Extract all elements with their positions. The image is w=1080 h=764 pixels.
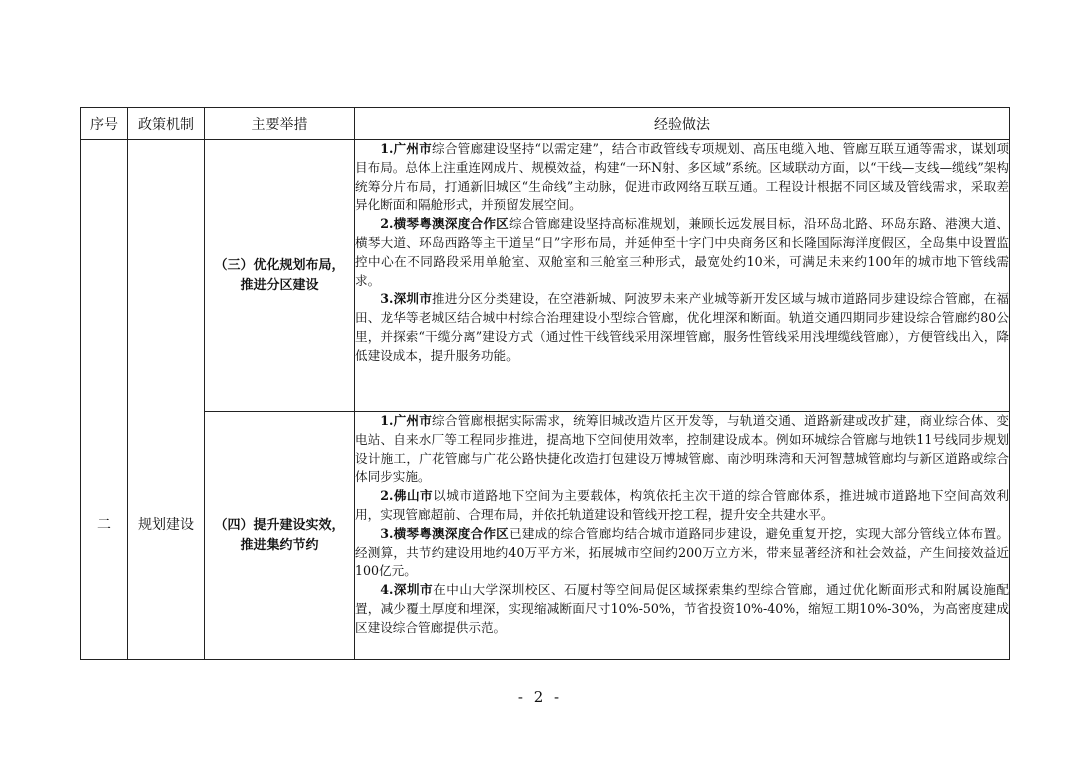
experience-item-text: 综合管廊根据实际需求，统筹旧城改造片区开发等，与轨道交通、道路新建或改扩建，商业综合体、变电站、自来水厂等工程同步推进，提高地下空间使用效率，控制建设成本。例如环城综合管廊与地铁11号线同步规划设计施工，广花管廊与广花公路快捷化改造打包建设万博城管廊、南沙明珠湾和天河智慧城管廊均与新区道路或综合体同步实施。 [355, 413, 1009, 485]
experience-cell [355, 140, 1010, 412]
seq-value: 二 [97, 516, 111, 533]
experience-item-city: 1.广州市 [380, 413, 433, 428]
measure-cell [205, 412, 355, 660]
header-seq: 序号 [81, 108, 128, 140]
experience-cell [355, 412, 1010, 660]
experience-item [355, 140, 1009, 215]
experience-item-city: 3.深圳市 [380, 291, 433, 307]
measure-title-line1: （三）优化规划布局， [214, 257, 345, 273]
experience-item-city: 3.横琴粤澳深度合作区 [380, 525, 510, 541]
experience-item-text: 综合管廊建设坚持“以需定建”，结合市政管线专项规划、高压电缆入地、管廊互联互通等需求，谋划项目布局。总体上注重连网成片、规模效益，构建“一环N射、多区域”系统。区域联动方面，以“干线—支线—缆线”架构统筹分片布局，打通新旧城区“生命线”主动脉，促进市政网络互联互通。工程设计根据不同区域及管线需求，采取差异化断面和隔舱形式，并预留发展空间。 [355, 141, 1009, 213]
experience-item-city: 2.横琴粤澳深度合作区 [380, 216, 510, 232]
experience-item-city: 1.广州市 [380, 141, 433, 156]
experience-item-text: 推进分区分类建设，在空港新城、阿波罗未来产业城等新开发区域与城市道路同步建设综合管廊，在福田、龙华等老城区结合城中村综合治理建设小型综合管廊，优化埋深和断面。轨道交通四期同步建设综合管廊约80公里，并探索“干缆分离”建设方式（通过性干线管线采用深埋管廊，服务性管线采用浅埋缆线管廊），方便管线出入，降低建设成本，提升服务功能。 [355, 291, 1009, 363]
experience-item [355, 215, 1009, 290]
table-row [81, 412, 1010, 660]
header-experience: 经验做法 [355, 108, 1010, 140]
experience-item-text: 以城市道路地下空间为主要载体，构筑依托主次干道的综合管廊体系，推进城市道路地下空间高效利用，实现管廊超前、合理布局，并依托轨道建设和管线开挖工程，提升安全共建水平。 [355, 488, 1009, 522]
measure-title-line2: 推进分区建设 [240, 277, 319, 293]
experience-item-text: 在中山大学深圳校区、石厦村等空间局促区域探索集约型综合管廊，通过优化断面形式和附属设施配置，减少覆土厚度和埋深，实现缩减断面尺寸10%-50%，节省投资10%-40%，缩短工期10%-30%，为高密度建成区建设综合管廊提供示范。 [355, 582, 1009, 635]
experience-item [355, 290, 1009, 365]
experience-item [355, 525, 1009, 581]
table-row [81, 140, 1010, 412]
experience-item [355, 487, 1009, 525]
experience-item [355, 581, 1009, 637]
mechanism-value: 规划建设 [138, 516, 194, 533]
experience-item-city: 4.深圳市 [380, 582, 434, 598]
table-header-row [81, 108, 1010, 140]
experience-item-city: 2.佛山市 [380, 488, 434, 504]
page-number: - 2 - [517, 688, 563, 706]
experience-item-text: 综合管廊建设坚持高标准规划，兼顾长远发展目标，沿环岛北路、环岛东路、港澳大道、横琴大道、环岛西路等主干道呈“日”字形布局，并延伸至十字门中央商务区和长隆国际海洋度假区，全岛集中设置监控中心在不同路段采用单舱室、双舱室和三舱室三种形式，最宽处约10米，可满足未来约100年的城市地下管线需求。 [355, 216, 1010, 288]
measure-title-line1: （四）提升建设实效， [214, 517, 345, 533]
experience-item-text: 已建成的综合管廊均结合城市道路同步建设，避免重复开挖，实现大部分管线立体布置。经测算，共节约建设用地约40万平方米，拓展城市空间约200万立方米，带来显著经济和社会效益，产生间接效益近100亿元。 [355, 525, 1010, 579]
measure-cell [205, 140, 355, 412]
mechanism-cell [128, 140, 205, 660]
seq-cell [81, 140, 128, 660]
header-mechanism: 政策机制 [128, 108, 205, 140]
header-measure: 主要举措 [205, 108, 355, 140]
measure-title-line2: 推进集约节约 [240, 537, 319, 553]
experience-item [355, 412, 1009, 487]
policy-table [80, 107, 1010, 660]
